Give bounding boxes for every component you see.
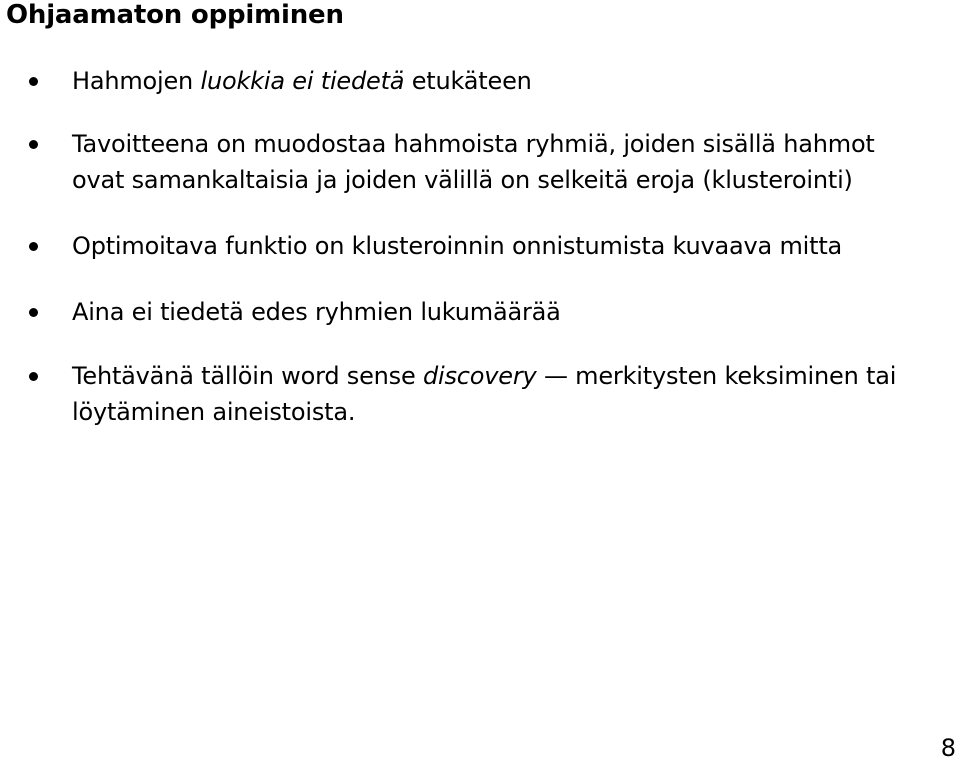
slide-title: Ohjaamaton oppiminen [6,0,344,30]
bullet-text: — merkitysten keksiminen tai [536,362,897,390]
bullet-line [72,358,960,394]
bullet-text: ovat samankaltaisia ja joiden välillä on selkeitä eroja (klusterointi) [72,166,853,194]
bullet-text: Aina ei tiedetä edes ryhmien lukumäärää [72,298,561,326]
emphasized-text: luokkia ei tiedetä [200,67,405,95]
bullet-text: etukäteen [404,67,532,95]
bullet-line [72,228,960,264]
bullet-dot-icon [29,308,38,317]
emphasized-text: discovery [422,362,537,390]
bullet-text: Optimoitava funktio on klusteroinnin onnistumista kuvaava mitta [72,232,843,260]
bullet-item-4 [72,294,960,330]
bullet-line [72,162,960,198]
bullet-text: Hahmojen [72,67,201,95]
bullet-dot-icon [29,372,38,381]
bullet-line [72,294,960,330]
bullet-dot-icon [29,140,38,149]
bullet-dot-icon [29,77,38,86]
bullet-text: Tavoitteena on muodostaa hahmoista ryhmiä, joiden sisällä hahmot [72,130,875,158]
bullet-item-2 [72,126,960,198]
bullet-line [72,63,960,99]
bullet-line [72,394,960,430]
bullet-line [72,126,960,162]
bullet-item-1 [72,63,960,99]
page-number: 8 [940,734,956,762]
bullet-text: löytäminen aineistoista. [72,398,356,426]
bullet-dot-icon [29,242,38,251]
bullet-item-3 [72,228,960,264]
bullet-text: Tehtävänä tällöin word sense [72,362,423,390]
bullet-item-5 [72,358,960,430]
